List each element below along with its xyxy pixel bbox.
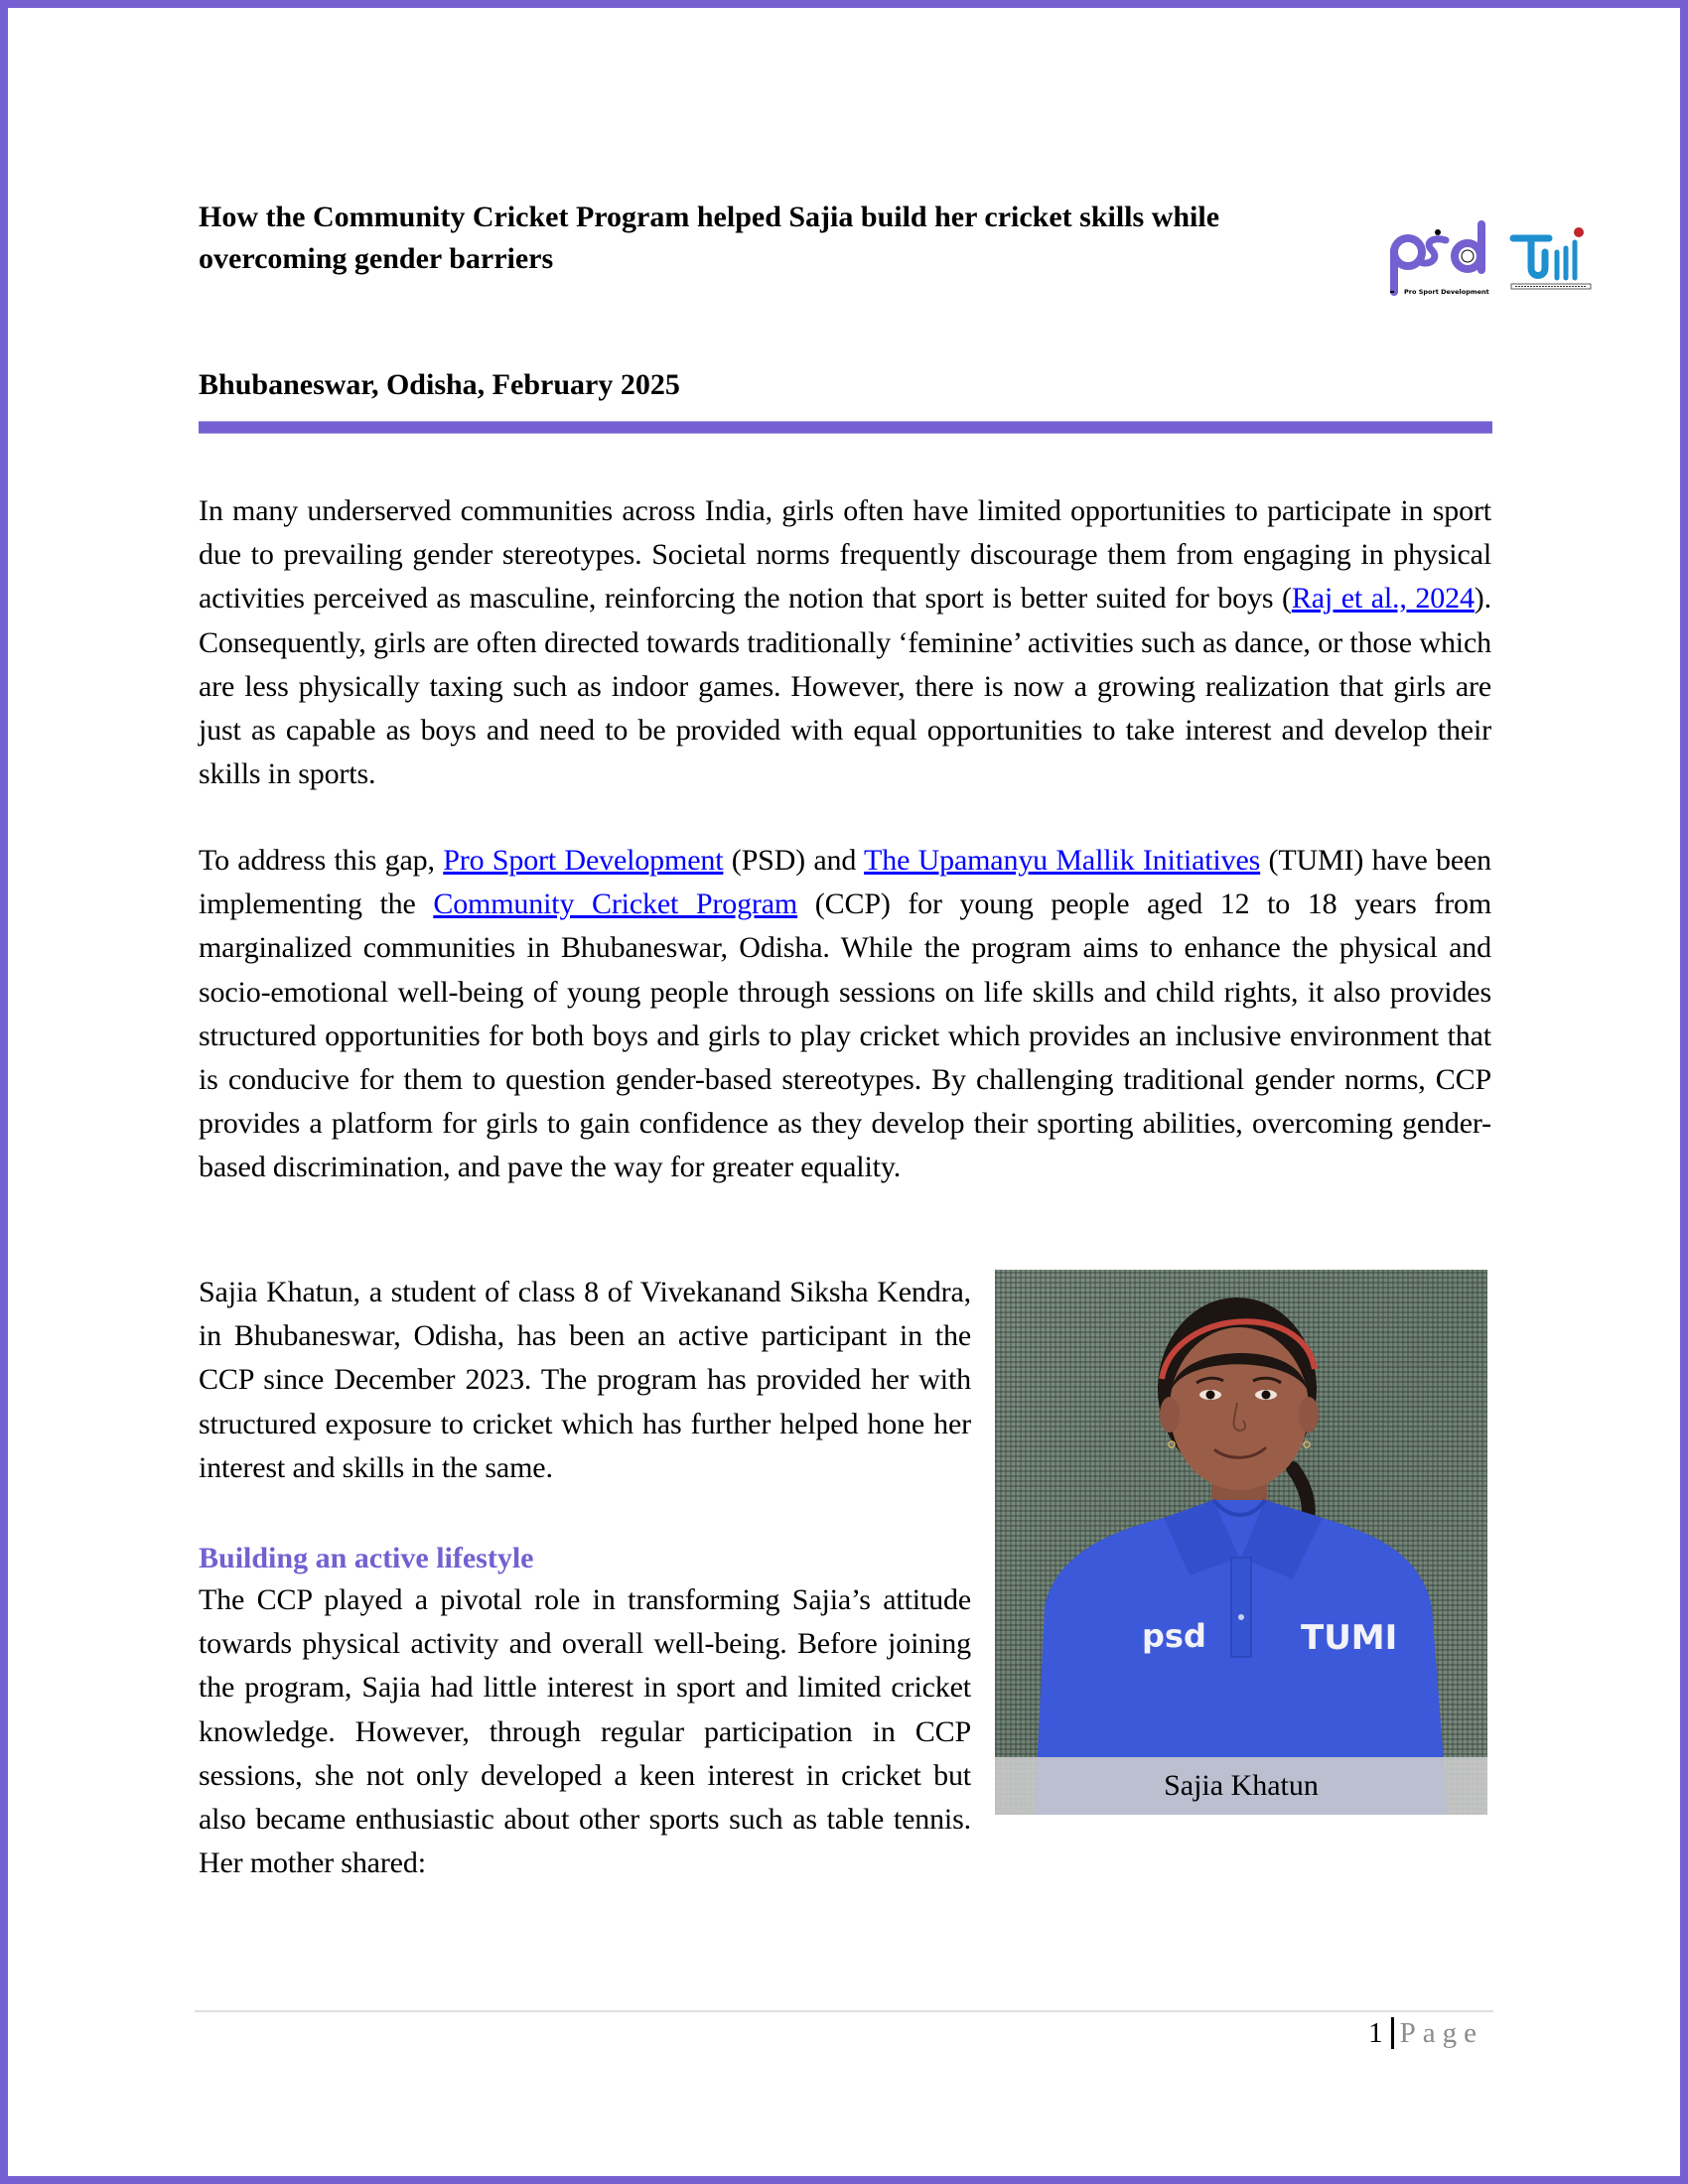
link-pro-sport-development[interactable]: Pro Sport Development	[443, 844, 724, 877]
paragraph-text: To address this gap,	[199, 844, 444, 877]
psd-logo-icon	[1386, 218, 1495, 298]
citation-link-raj-2024[interactable]: Raj et al., 2024	[1291, 582, 1475, 615]
svg-text:TUMI: TUMI	[1301, 1618, 1398, 1658]
paragraph-intro	[199, 489, 1491, 796]
logo-group	[1386, 212, 1595, 302]
dateline: Bhubaneswar, Odisha, February 2025	[199, 368, 680, 401]
footer-separator	[1391, 2017, 1394, 2049]
paragraph-program	[199, 839, 1491, 1190]
page-label: Page	[1399, 2017, 1483, 2049]
document-title: How the Community Cricket Program helped Sajia build her cricket skills while overcoming gender barriers	[199, 201, 1220, 275]
paragraph-text: In many underserved communities across India, girls often have limited opportunities to participate in sport due to prevailing gender stereotypes. Societal norms frequently discourage them from engaging in physical activities perceived as masculine, reinforcing the notion that sport is better suited for boys (	[199, 494, 1491, 615]
paragraph-active-lifestyle: The CCP played a pivotal role in transforming Sajia’s attitude towards physical activity and overall well-being. Before joining the program, Sajia had little interest in sport and limited cricket knowledge. However, through regular participation in CCP sessions, she not only developed a keen interest in cricket but also became enthusiastic about other sports such as table tennis. Her mother shared:	[199, 1583, 971, 1880]
paragraph-text: (CCP) for young people aged 12 to 18 years from marginalized communities in Bhubaneswar, Odisha. While the program aims to enhance the physical and socio-emotional well-being of young people through sessions on life skills and child rights, it also provides structured opportunities for both boys and girls to play cricket which provides an inclusive environment that is conducive for them to question gender-based stereotypes. By challenging traditional gender norms, CCP provides a platform for girls to gain confidence as they develop their sporting abilities, overcoming gender-based discrimination, and pave the way for greater equality.	[199, 887, 1492, 1184]
portrait-illustration	[995, 1270, 1487, 1815]
header-divider	[199, 422, 1492, 433]
section-heading-active-lifestyle: Building an active lifestyle	[199, 1542, 534, 1574]
svg-text:Pro Sport Development: Pro Sport Development	[1404, 288, 1489, 296]
page-footer	[1368, 2013, 1483, 2053]
link-upamanyu-mallik-initiatives[interactable]: The Upamanyu Mallik Initiatives	[864, 844, 1261, 877]
paragraph-text: (PSD) and	[723, 844, 865, 877]
photo-caption: Sajia Khatun	[995, 1757, 1487, 1815]
footer-divider	[195, 2010, 1493, 2012]
tumi-logo-icon	[1509, 226, 1593, 292]
paragraph-text: ). Consequently, girls are often directed towards traditionally ‘feminine’ activities such as dance, or those which are less physically taxing such as indoor games. However, there is now a growing realization that girls are just as capable as boys and need to be provided with equal opportunities to take interest and develop their skills in sports.	[199, 582, 1491, 791]
page-number: 1	[1368, 2017, 1383, 2049]
paragraph-sajia-intro: Sajia Khatun, a student of class 8 of Vivekanand Siksha Kendra, in Bhubaneswar, Odisha, has been an active participant in the CCP since December 2023. The program has provided her with structured exposure to cricket which has further helped hone her interest and skills in the same.	[199, 1276, 971, 1484]
paragraph-text: (TUMI) have been implementing the	[199, 844, 1491, 921]
link-community-cricket-program[interactable]: Community Cricket Program	[433, 887, 798, 921]
sajia-photo	[995, 1270, 1487, 1815]
svg-text:psd: psd	[1142, 1617, 1206, 1655]
